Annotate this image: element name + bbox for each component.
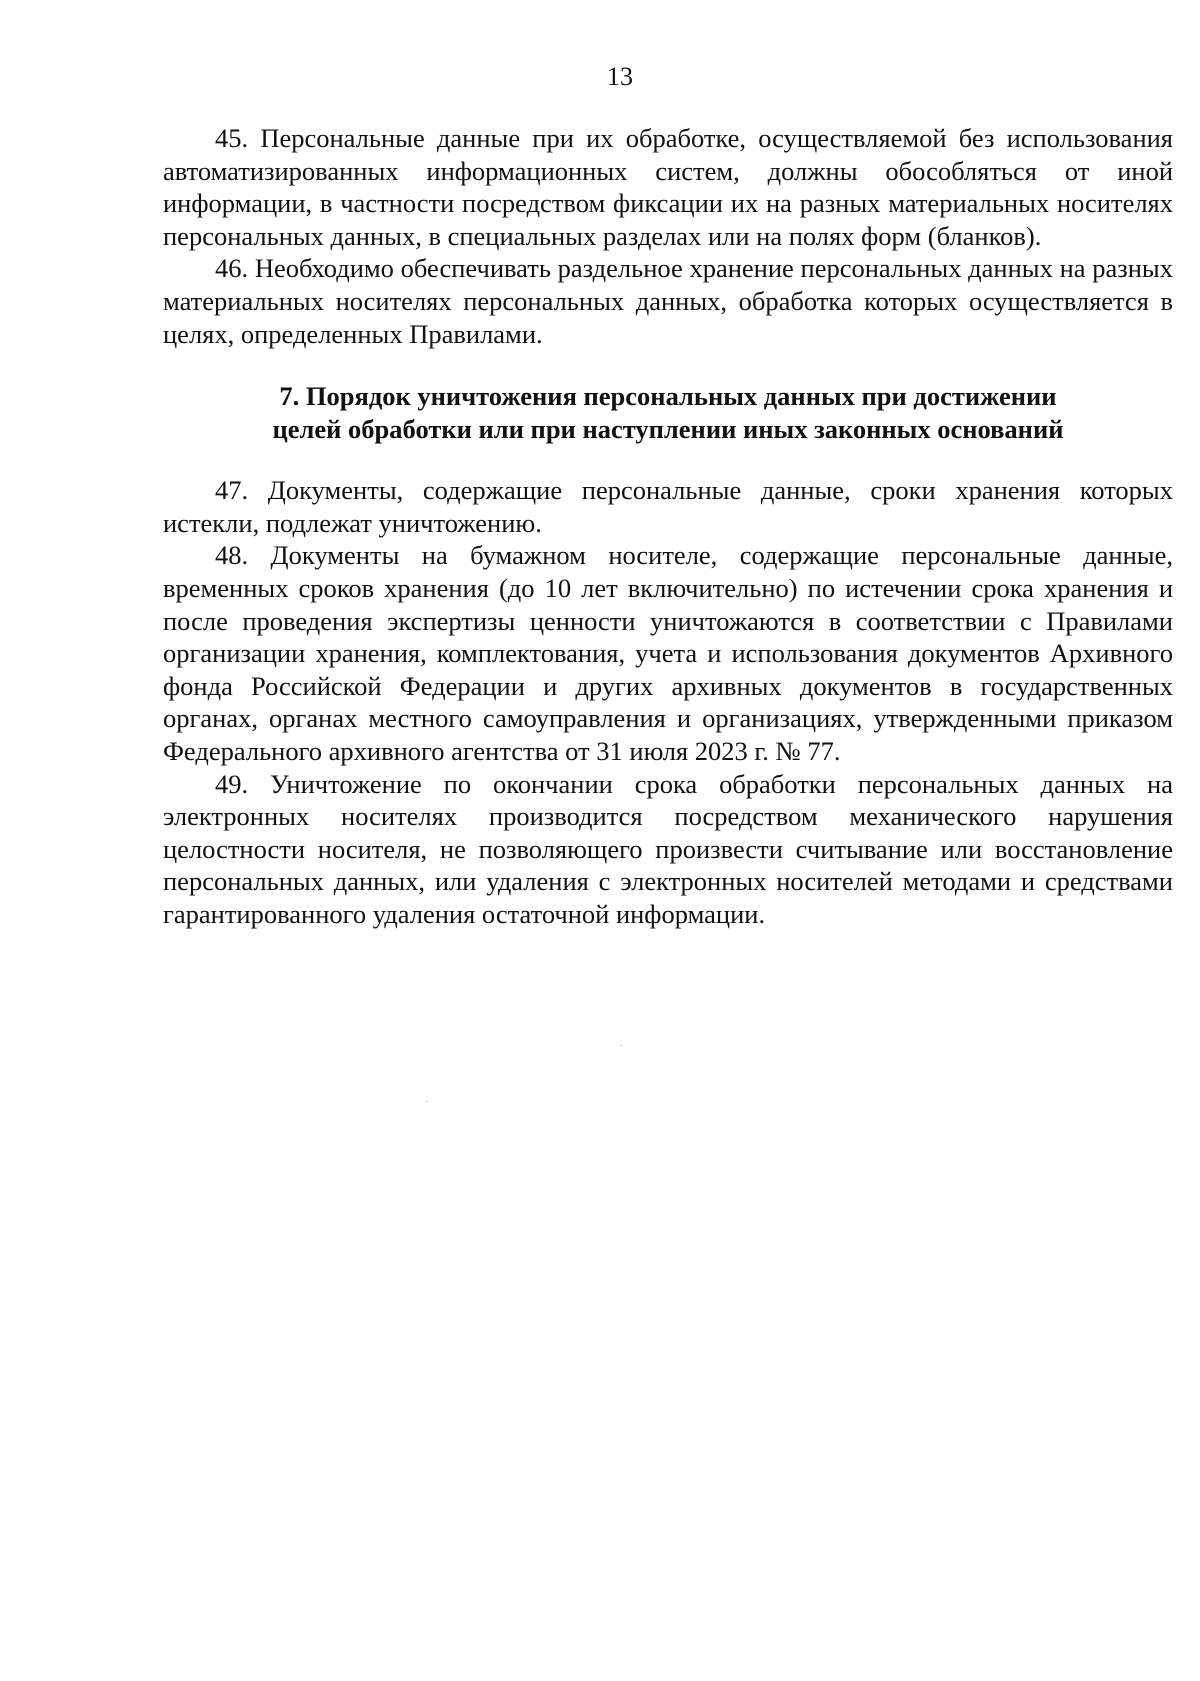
paragraph-46: 46. Необходимо обеспечивать раздельное хранение персональных данных на разных материальных носителях персональных данных, обработка которых осуществляется в целях, определенных Правилами. (163, 253, 1173, 349)
section-heading-line-2: целей обработки или при наступлении иных законных оснований (272, 414, 1064, 445)
paragraph-48: 48. Документы на бумажном носителе, содержащие персональные данные, временных сроков хранения (до 10 лет включительно) по истечении срока хранения и после проведения экспертизы ценности уничтожаются в соответствии с Правилами организации хранения, комплектования, учета и использования документов Архивного фонда Российской Федерации и других архивных документов в государственных органах, органах местного самоуправления и организациях, утвержденными приказом Федерального архивного агентства от 31 июля 2023 г. № 77. (163, 540, 1173, 766)
scan-speck (620, 1045, 622, 1046)
section-heading-line-1: 7. Порядок уничтожения персональных данных при достижении (279, 381, 1057, 412)
document-body (163, 122, 1173, 930)
paragraph-45: 45. Персональные данные при их обработке, осуществляемой без использования автоматизированных информационных систем, должны обособляться от иной информации, в частности посредством фиксации их на разных материальных носителях персональных данных, в специальных разделах или на полях форм (бланков). (163, 123, 1173, 251)
paragraph-49: 49. Уничтожение по окончании срока обработки персональных данных на электронных носителях производится посредством механического нарушения целостности носителя, не позволяющего произвести считывание или восстановление персональных данных, или удаления с электронных носителей методами и средствами гарантированного удаления остаточной информации. (163, 768, 1173, 929)
page-number: 13 (607, 62, 633, 91)
scan-speck (426, 1101, 428, 1102)
paragraph-47: 47. Документы, содержащие персональные данные, сроки хранения которых истекли, подлежат уничтожению. (163, 475, 1173, 538)
section-heading (163, 380, 1173, 446)
